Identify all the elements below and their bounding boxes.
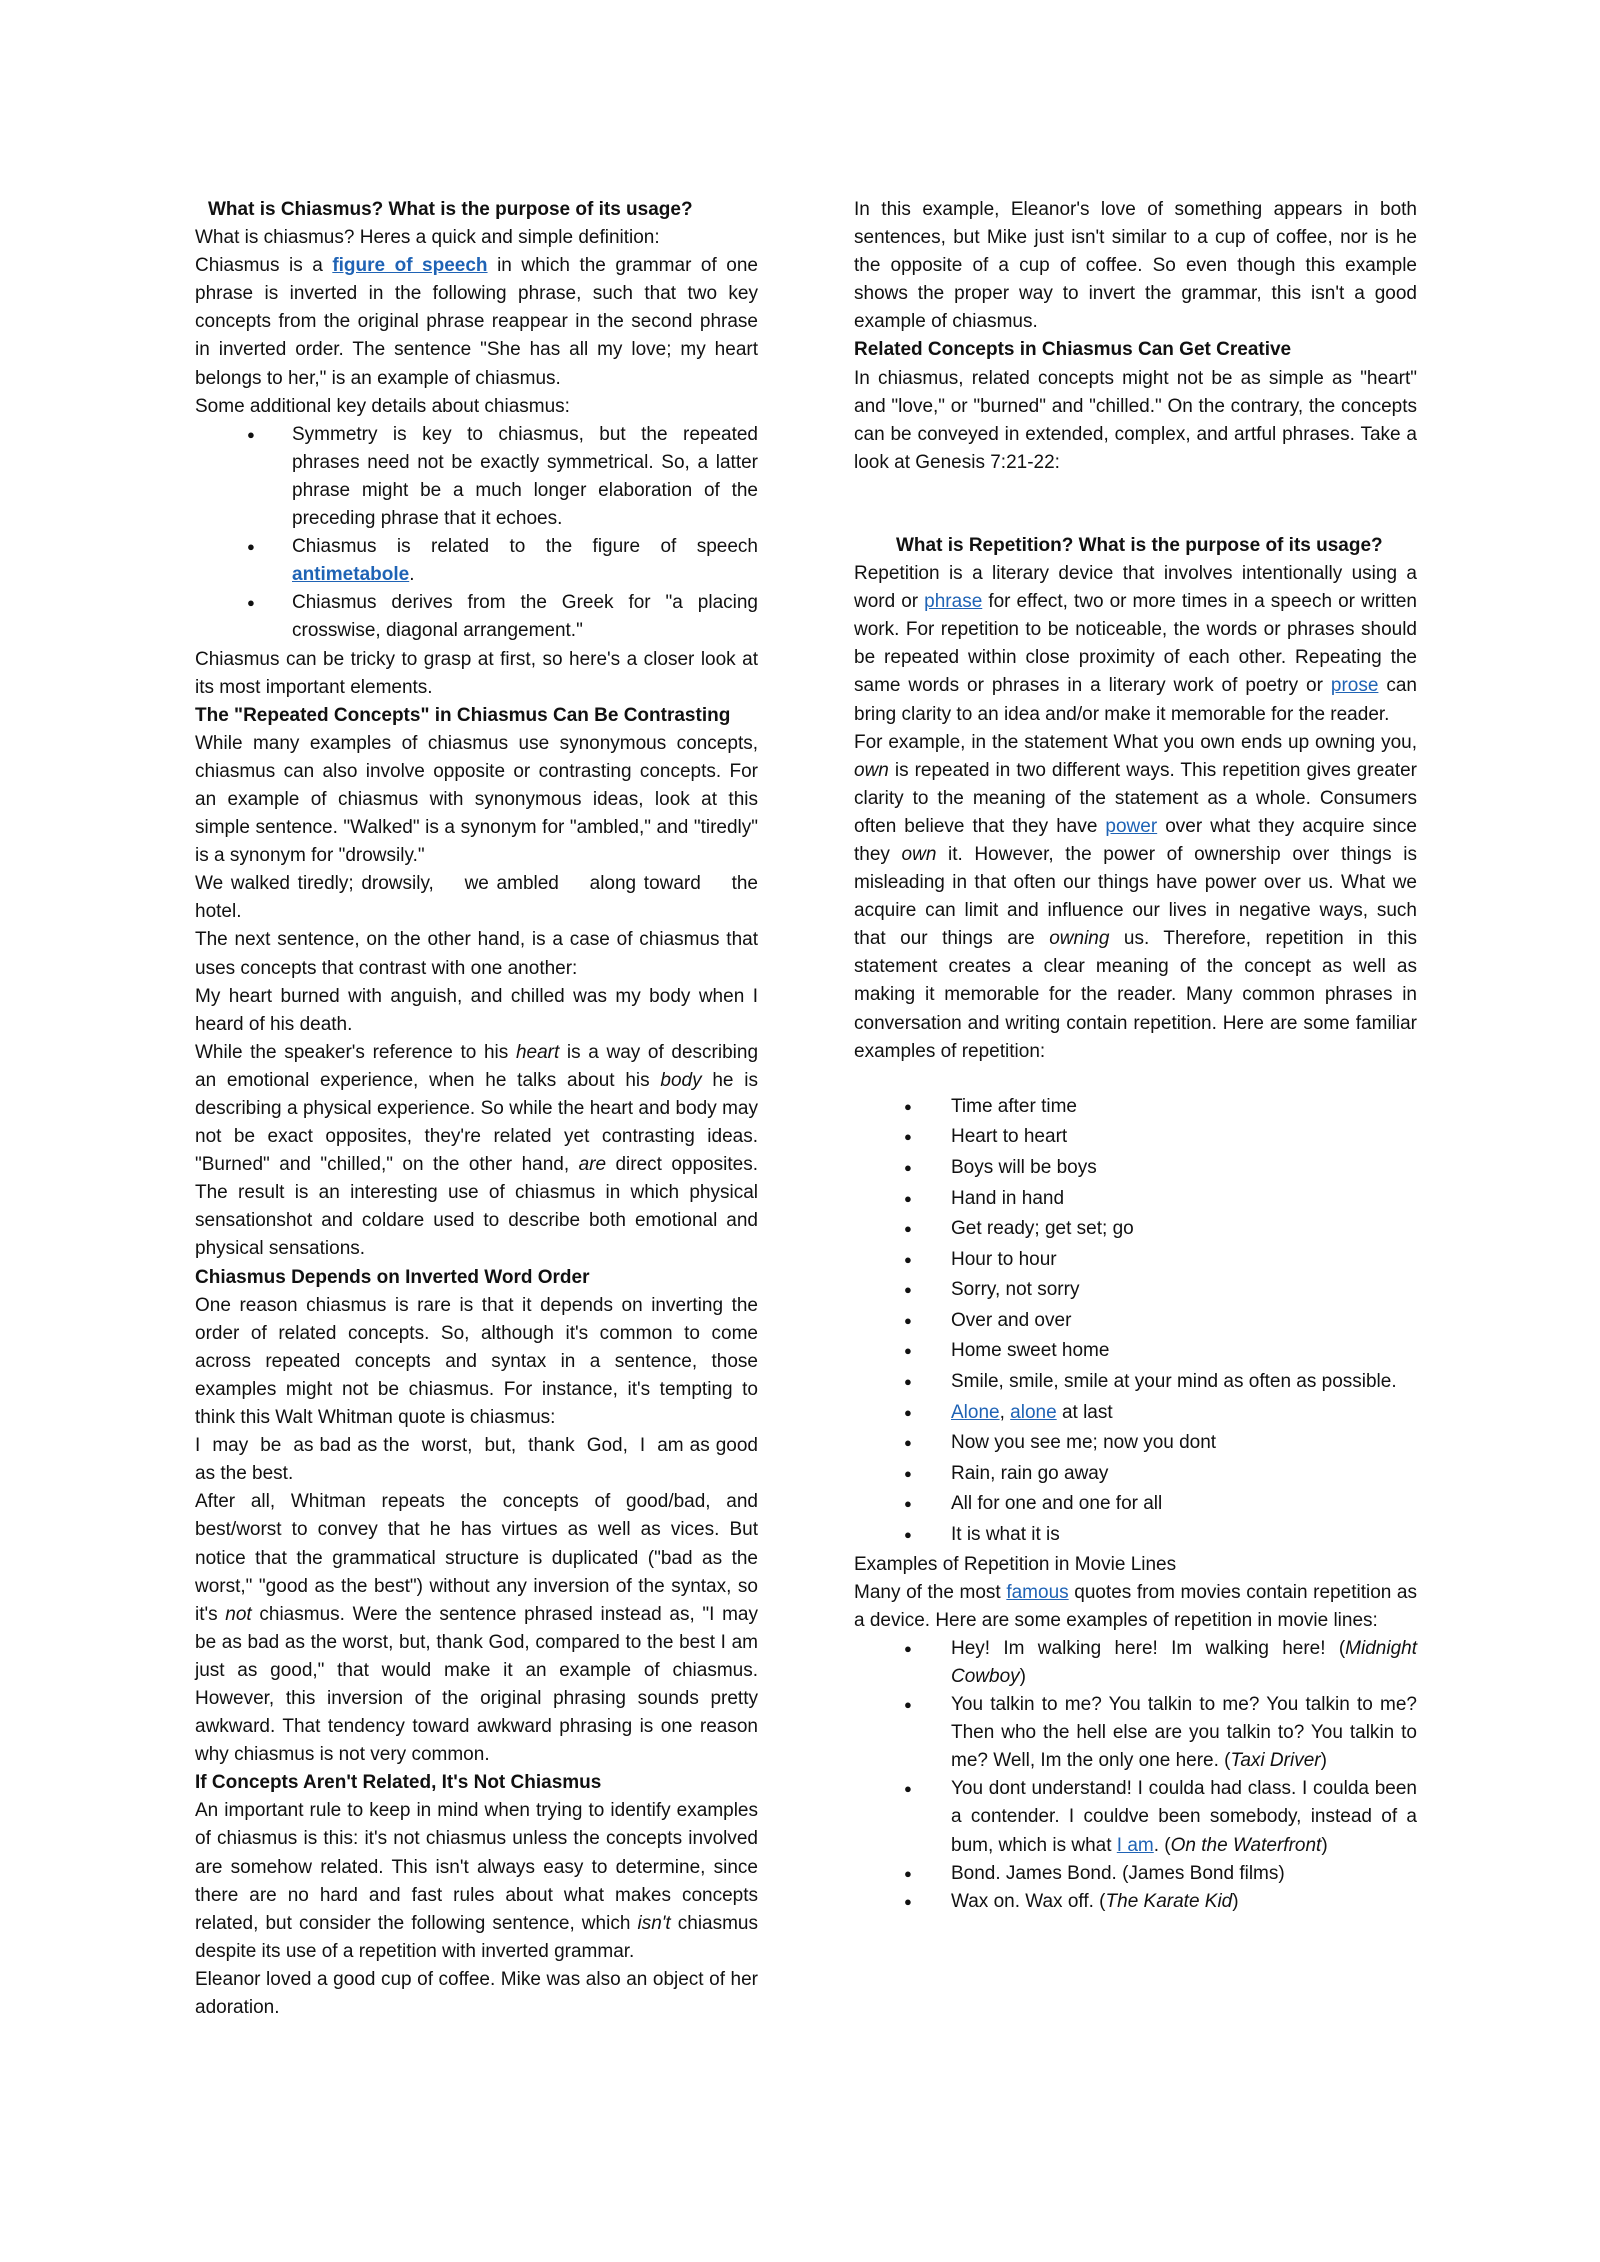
power-link[interactable]: power — [1105, 815, 1158, 837]
left-column — [195, 196, 764, 2022]
paragraph: While many examples of chiasmus use synonymous concepts, chiasmus can also involve opposite or contrasting concepts. For an example of chiasmus with synonymous ideas, look at this simple sentence. "Walked" is a synonym for "ambled," and "tiredly" is a synonym for "drowsily." — [195, 732, 758, 867]
list-item: ● It is what it is — [854, 1520, 1417, 1551]
list-item: ● Time after time — [854, 1092, 1417, 1123]
list-item: ● Bond. James Bond. (James Bond films) — [854, 1860, 1417, 1888]
i-am-link[interactable]: I am — [1116, 1834, 1154, 1856]
movie-lines-list — [854, 1635, 1417, 1916]
list-item: ● All for one and one for all — [854, 1489, 1417, 1520]
paragraph-definition: Chiasmus is a figure of speech in which the grammar of one phrase is inverted in the following phrase, such that two key concepts from the original phrase reappear in the second phrase in inverted order. The sentence "She has all my love; my heart belongs to her," is an example of chiasmus. — [195, 255, 758, 389]
list-item: ● Boys will be boys — [854, 1153, 1417, 1184]
antimetabole-link[interactable]: antimetabole — [292, 564, 410, 586]
key-details-list — [195, 421, 758, 646]
figure-of-speech-link[interactable]: figure of speech — [332, 255, 488, 277]
paragraph: Some additional key details about chiasmus: — [195, 395, 570, 417]
list-item: ● You talkin to me? You talkin to me? You talkin to me? Then who the hell else are you talkin to? You talkin to me? Well, Im the only one here. (Taxi Driver) — [854, 1691, 1417, 1775]
paragraph: An important rule to keep in mind when trying to identify examples of chiasmus is this: it's not chiasmus unless the concepts involved are somehow related. This isn't always easy to determine, since there are no hard and fast rules about what makes concepts related, but consider the following sentence, which isn't chiasmus despite its use of a repetition with inverted grammar. — [195, 1800, 758, 1962]
list-item: ● Hour to hour — [854, 1245, 1417, 1276]
example-sentence: We walked tiredly; drowsily, we ambled along toward the hotel. — [195, 873, 764, 923]
heading-concepts-not-related: If Concepts Aren't Related, It's Not Chiasmus — [195, 1772, 602, 1794]
paragraph: What is chiasmus? Heres a quick and simple definition: — [195, 227, 660, 249]
paragraph: One reason chiasmus is rare is that it depends on inverting the order of related concepts. So, although it's common to come across repeated concepts and syntax in a sentence, those examples might not be chiasmus. For instance, it's tempting to think this Walt Whitman quote is chiasmus: — [195, 1294, 758, 1429]
right-column — [854, 196, 1417, 1916]
list-item: ● Get ready; get set; go — [854, 1214, 1417, 1245]
list-item: ● Sorry, not sorry — [854, 1275, 1417, 1306]
example-sentence: My heart burned with anguish, and chilled was my body when I heard of his death. — [195, 985, 758, 1035]
list-item: ● Smile, smile, smile at your mind as often as possible. — [854, 1367, 1417, 1398]
heading-related-concepts-creative: Related Concepts in Chiasmus Can Get Creative — [854, 339, 1292, 361]
list-item: ● Alone, alone at last — [854, 1398, 1417, 1429]
paragraph: While the speaker's reference to his heart is a way of describing an emotional experience, when he talks about his body he is describing a physical experience. So while the heart and body may not be exact opposites, they're related yet contrasting ideas. "Burned" and "chilled," on the other hand, are direct opposites. The result is an interesting use of chiasmus in which physical sensationshot and coldare used to describe both emotional and physical sensations. — [195, 1041, 759, 1260]
alone-link-2[interactable]: alone — [1010, 1401, 1057, 1423]
famous-link[interactable]: famous — [1006, 1581, 1069, 1603]
alone-link[interactable]: Alone — [951, 1401, 1000, 1423]
paragraph: In this example, Eleanor's love of something appears in both sentences, but Mike just isn't similar to a cup of coffee, nor is he the opposite of a cup of coffee. So even though this example shows the proper way to invert the grammar, this isn't a good example of chiasmus. — [854, 199, 1417, 333]
heading-what-is-chiasmus: What is Chiasmus? What is the purpose of its usage? — [208, 199, 693, 220]
paragraph: In chiasmus, related concepts might not be as simple as "heart" and "love," or "burned" and "chilled." On the contrary, the concepts can be conveyed in extended, complex, and artful phrases. Take a look at Genesis 7:21-22: — [854, 367, 1417, 473]
heading-repeated-concepts: The "Repeated Concepts" in Chiasmus Can Be Contrasting — [195, 704, 731, 726]
list-item: ● You dont understand! I coulda had class. I coulda been a contender. I couldve been somebody, instead of a bum, which is what I am. (On the Waterfront) — [854, 1775, 1417, 1859]
paragraph: For example, in the statement What you own ends up owning you, own is repeated in two different ways. This repetition gives greater clarity to the meaning of the statement as a whole. Consumers often believe that they have power over what they acquire since they own it. However, the power of ownership over things is misleading in that often our things have power over us. What we acquire can limit and influence our lives in negative ways, such that our things are owning us. Therefore, repetition in this statement creates a clear meaning of the concept as well as making it memorable for the reader. Many common phrases in conversation and writing contain repetition. Here are some familiar examples of repetition: — [854, 731, 1417, 1062]
spacer — [854, 477, 1417, 532]
list-item: ● Home sweet home — [854, 1336, 1417, 1367]
spacer — [854, 1066, 1417, 1092]
paragraph: After all, Whitman repeats the concepts of good/bad, and best/worst to convey that he has virtues as well as vices. But notice that the grammatical structure is duplicated ("bad as the worst," "good as the best") without any inversion of the syntax, so it's not chiasmus. Were the sentence phrased instead as, "I may be as bad as the worst, but, thank God, compared to the best I am just as good," that would make it an example of chiasmus. However, this inversion of the original phrasing sounds pretty awkward. That tendency toward awkward phrasing is one reason why chiasmus is not very common. — [195, 1491, 758, 1766]
list-item: ● Now you see me; now you dont — [854, 1428, 1417, 1459]
paragraph: Many of the most famous quotes from movies contain repetition as a device. Here are some examples of repetition in movie lines: — [854, 1581, 1417, 1631]
paragraph: Chiasmus can be tricky to grasp at first, so here's a closer look at its most important elements. — [195, 648, 758, 698]
list-item: ● Hand in hand — [854, 1184, 1417, 1215]
phrase-link[interactable]: phrase — [924, 591, 983, 613]
list-item: ● Wax on. Wax off. (The Karate Kid) — [854, 1888, 1417, 1916]
example-sentence: Eleanor loved a good cup of coffee. Mike was also an object of her adoration. — [195, 1968, 758, 2018]
list-item: ● Chiasmus derives from the Greek for "a placing crosswise, diagonal arrangement." — [195, 589, 758, 645]
list-item: ● Over and over — [854, 1306, 1417, 1337]
list-item: ● Chiasmus is related to the figure of speech antimetabole. — [195, 533, 758, 589]
list-item: ● Hey! Im walking here! Im walking here! (Midnight Cowboy) — [854, 1635, 1417, 1691]
list-item: ● Rain, rain go away — [854, 1459, 1417, 1490]
list-item: ● Heart to heart — [854, 1122, 1417, 1153]
heading-inverted-word-order: Chiasmus Depends on Inverted Word Order — [195, 1266, 590, 1288]
paragraph: The next sentence, on the other hand, is a case of chiasmus that uses concepts that contrast with one another: — [195, 929, 758, 979]
prose-link[interactable]: prose — [1330, 675, 1379, 697]
list-item: ● Symmetry is key to chiasmus, but the repeated phrases need not be exactly symmetrical. So, a latter phrase might be a much longer elaboration of the preceding phrase that it echoes. — [195, 421, 758, 533]
paragraph: Repetition is a literary device that involves intentionally using a word or phrase for effect, two or more times in a speech or written work. For repetition to be noticeable, the words or phrases should be repeated within close proximity of each other. Repeating the same words or phrases in a literary work of poetry or prose can bring clarity to an idea and/or make it memorable for the reader. — [854, 563, 1417, 725]
whitman-quote: I may be as bad as the worst, but, thank God, I am as good as the best. — [195, 1435, 764, 1485]
repetition-examples-list — [854, 1092, 1417, 1551]
heading-what-is-repetition: What is Repetition? What is the purpose of its usage? — [896, 534, 1383, 556]
subheading-movie-lines: Examples of Repetition in Movie Lines — [854, 1553, 1177, 1575]
